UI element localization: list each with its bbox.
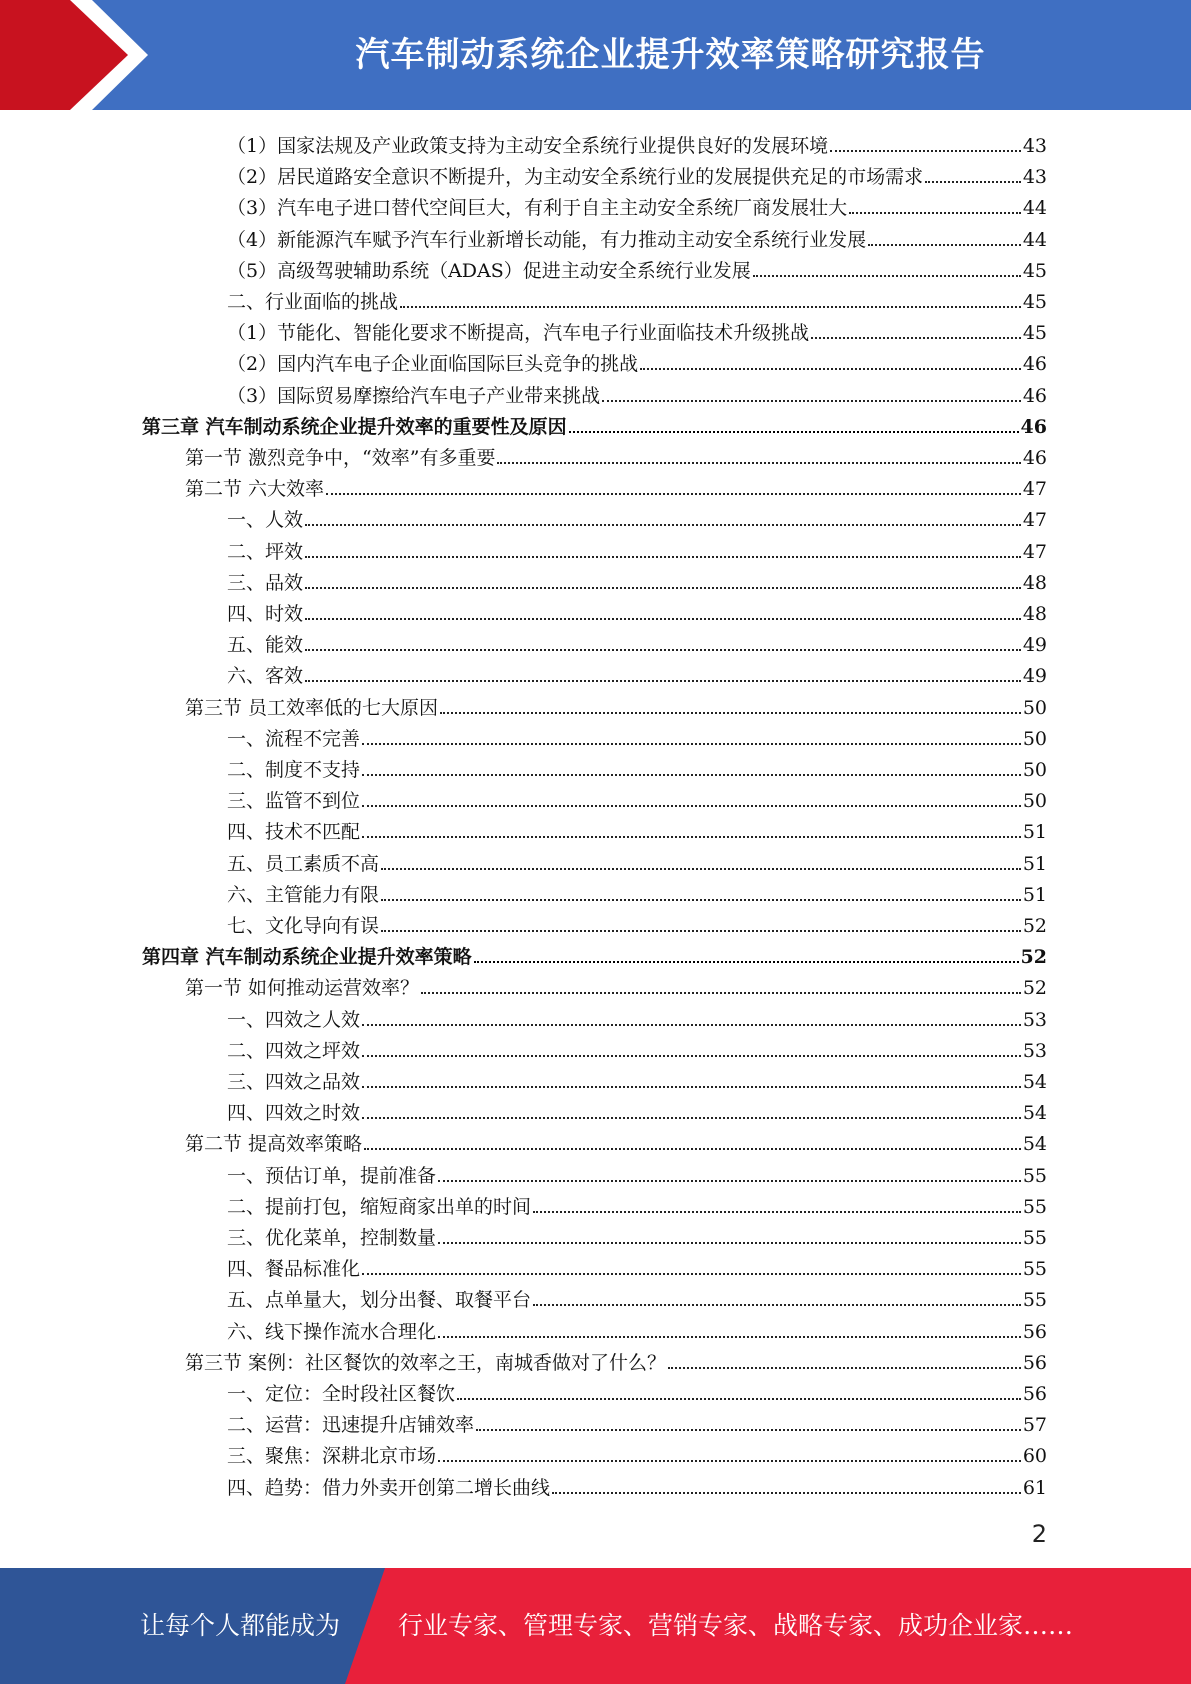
toc-leader-dots	[440, 712, 1021, 714]
toc-item-row[interactable]	[227, 1250, 1047, 1281]
toc-entry-title: 四、趋势：借力外卖开创第二增长曲线	[227, 1476, 551, 1499]
page-footer	[0, 1568, 1191, 1684]
toc-item-row[interactable]	[227, 345, 1047, 376]
toc-entry-title: 五、能效	[227, 634, 304, 657]
toc-entry-page: 54	[1022, 1133, 1047, 1156]
toc-leader-dots	[326, 493, 1021, 495]
toc-item-row[interactable]	[227, 252, 1047, 283]
toc-entry-title: 五、点单量大，划分出餐、取餐平台	[227, 1289, 532, 1312]
toc-leader-dots	[381, 899, 1021, 901]
toc-item-row[interactable]	[227, 564, 1047, 595]
toc-entry-page: 50	[1022, 759, 1047, 781]
toc-entry-page: 56	[1022, 1351, 1047, 1374]
toc-leader-dots	[533, 1304, 1021, 1306]
toc-entry-title: 第三章 汽车制动系统企业提升效率的重要性及原因	[142, 415, 567, 438]
toc-item-row[interactable]	[227, 907, 1047, 938]
toc-section-row[interactable]	[185, 689, 1047, 720]
toc-leader-dots	[438, 1180, 1021, 1182]
toc-leader-dots	[438, 1242, 1021, 1244]
toc-leader-dots	[362, 1273, 1021, 1275]
toc-entry-page: 52	[1022, 977, 1047, 1000]
toc-item-row[interactable]	[227, 1437, 1047, 1468]
toc-item-row[interactable]	[227, 1063, 1047, 1094]
toc-entry-page: 45	[1022, 322, 1047, 345]
toc-entry-title: 第二节 提高效率策略	[185, 1133, 363, 1156]
toc-entry-title: 三、四效之品效	[227, 1071, 361, 1093]
toc-entry-title: （5）高级驾驶辅助系统（ADAS）促进主动安全系统行业发展	[227, 259, 751, 282]
toc-entry-page: 44	[1022, 197, 1047, 220]
toc-leader-dots	[381, 868, 1021, 870]
toc-item-row[interactable]	[227, 1281, 1047, 1312]
toc-leader-dots	[362, 743, 1021, 745]
toc-entry-title: 第四章 汽车制动系统企业提升效率策略	[142, 946, 472, 969]
toc-entry-page: 50	[1022, 696, 1047, 719]
toc-leader-dots	[811, 337, 1021, 339]
toc-item-row[interactable]	[227, 501, 1047, 532]
toc-item-row[interactable]	[227, 626, 1047, 657]
toc-entry-title: 二、行业面临的挑战	[227, 291, 399, 313]
toc-leader-dots	[305, 524, 1021, 526]
toc-leader-dots	[868, 244, 1021, 246]
toc-entry-page: 55	[1022, 1164, 1047, 1187]
toc-leader-dots	[362, 774, 1021, 776]
toc-entry-page: 47	[1022, 509, 1047, 532]
toc-item-row[interactable]	[227, 1032, 1047, 1063]
toc-leader-dots	[305, 556, 1021, 558]
toc-entry-title: （1）国家法规及产业政策支持为主动安全系统行业提供良好的发展环境	[227, 135, 829, 157]
footer-slogan-lead: 让每个人都能成为	[140, 1611, 341, 1640]
toc-entry-page: 50	[1022, 727, 1047, 750]
toc-item-row[interactable]	[227, 158, 1047, 189]
toc-leader-dots	[849, 212, 1021, 214]
toc-entry-title: 三、品效	[227, 571, 304, 594]
toc-entry-page: 56	[1022, 1383, 1047, 1405]
toc-entry-title: 四、餐品标准化	[227, 1258, 361, 1281]
page-number: 2	[1031, 1520, 1047, 1548]
toc-item-row[interactable]	[227, 1001, 1047, 1032]
toc-entry-title: 二、运营：迅速提升店铺效率	[227, 1414, 475, 1437]
toc-entry-title: 二、坪效	[227, 540, 304, 563]
toc-leader-dots	[552, 1492, 1021, 1494]
toc-leader-dots	[364, 1148, 1021, 1150]
toc-item-row[interactable]	[227, 1188, 1047, 1219]
toc-section-row[interactable]	[185, 439, 1047, 470]
toc-leader-dots	[533, 1211, 1021, 1213]
toc-item-row[interactable]	[227, 720, 1047, 751]
toc-entry-title: 一、预估订单，提前准备	[227, 1164, 437, 1187]
toc-entry-title: （3）国际贸易摩擦给汽车电子产业带来挑战	[227, 384, 601, 407]
toc-item-row[interactable]	[227, 314, 1047, 345]
toc-leader-dots	[362, 1086, 1021, 1088]
toc-entry-page: 55	[1022, 1289, 1047, 1312]
page-header	[0, 0, 1191, 110]
toc-leader-dots	[753, 275, 1021, 277]
toc-entry-page: 53	[1022, 1008, 1047, 1031]
toc-entry-page: 45	[1022, 259, 1047, 282]
toc-entry-page: 49	[1022, 665, 1047, 688]
toc-entry-title: 二、制度不支持	[227, 759, 361, 781]
toc-entry-page: 51	[1022, 821, 1047, 844]
toc-item-row[interactable]	[227, 127, 1047, 158]
toc-entry-page: 46	[1022, 353, 1047, 376]
toc-leader-dots	[476, 1429, 1021, 1431]
toc-entry-page: 46	[1020, 415, 1047, 438]
toc-entry-title: （2）居民道路安全意识不断提升，为主动安全系统行业的发展提供充足的市场需求	[227, 166, 924, 189]
toc-leader-dots	[925, 181, 1021, 183]
toc-entry-page: 54	[1022, 1071, 1047, 1093]
toc-item-row[interactable]	[227, 1375, 1047, 1406]
toc-leader-dots	[421, 992, 1021, 994]
toc-leader-dots	[457, 1398, 1021, 1400]
toc-leader-dots	[362, 1117, 1021, 1119]
toc-leader-dots	[305, 587, 1021, 589]
toc-entry-title: （1）节能化、智能化要求不断提高，汽车电子行业面临技术升级挑战	[227, 322, 810, 345]
toc-entry-page: 46	[1022, 447, 1047, 469]
toc-entry-title: 第一节 激烈竞争中，“效率”有多重要	[185, 447, 496, 469]
toc-item-row[interactable]	[227, 1157, 1047, 1188]
footer-slogan-roles: 行业专家、管理专家、营销专家、战略专家、成功企业家……	[398, 1611, 1074, 1640]
toc-entry-title: 第三节 案例：社区餐饮的效率之王，南城香做对了什么？	[185, 1351, 667, 1374]
toc-item-row[interactable]	[227, 782, 1047, 813]
toc-item-row[interactable]	[227, 221, 1047, 252]
toc-section-row[interactable]	[185, 1125, 1047, 1156]
toc-item-row[interactable]	[227, 595, 1047, 626]
toc-entry-page: 43	[1022, 135, 1047, 157]
toc-entry-title: 六、客效	[227, 665, 304, 688]
toc-leader-dots	[362, 836, 1021, 838]
toc-item-row[interactable]	[227, 657, 1047, 688]
toc-item-row[interactable]	[227, 1094, 1047, 1125]
toc-leader-dots	[497, 462, 1020, 464]
toc-item-row[interactable]	[227, 377, 1047, 408]
toc-item-row[interactable]	[227, 813, 1047, 844]
toc-chapter-row[interactable]	[142, 938, 1047, 969]
toc-entry-page: 56	[1022, 1320, 1047, 1343]
toc-entry-page: 45	[1022, 291, 1047, 313]
toc-entry-page: 54	[1022, 1102, 1047, 1125]
toc-entry-page: 50	[1022, 790, 1047, 813]
toc-item-row[interactable]	[227, 751, 1047, 782]
toc-entry-page: 57	[1022, 1414, 1047, 1437]
toc-entry-page: 55	[1022, 1258, 1047, 1281]
toc-leader-dots	[640, 368, 1021, 370]
toc-item-row[interactable]	[227, 1219, 1047, 1250]
toc-entry-page: 51	[1022, 852, 1047, 875]
toc-entry-title: 四、时效	[227, 603, 304, 625]
toc-entry-title: 四、技术不匹配	[227, 821, 361, 844]
toc-entry-title: 七、文化导向有误	[227, 915, 380, 937]
toc-leader-dots	[381, 930, 1021, 932]
toc-entry-page: 55	[1022, 1227, 1047, 1249]
toc-leader-dots	[362, 1024, 1021, 1026]
toc-entry-title: 五、员工素质不高	[227, 852, 380, 875]
toc-entry-page: 52	[1020, 946, 1047, 969]
toc-item-row[interactable]	[227, 283, 1047, 314]
toc-section-row[interactable]	[185, 1344, 1047, 1375]
toc-entry-page: 52	[1022, 915, 1047, 937]
toc-entry-page: 47	[1022, 540, 1047, 563]
toc-section-row[interactable]	[185, 470, 1047, 501]
toc-entry-title: （4）新能源汽车赋予汽车行业新增长动能，有力推动主动安全系统行业发展	[227, 228, 867, 251]
toc-entry-title: 第二节 六大效率	[185, 478, 325, 501]
toc-entry-title: 三、聚焦：深耕北京市场	[227, 1445, 437, 1468]
toc-leader-dots	[305, 680, 1021, 682]
toc-item-row[interactable]	[227, 1469, 1047, 1500]
toc-entry-page: 43	[1022, 166, 1047, 189]
toc-section-row[interactable]	[185, 969, 1047, 1000]
toc-entry-title: 一、四效之人效	[227, 1008, 361, 1031]
toc-leader-dots	[400, 306, 1021, 308]
toc-entry-page: 46	[1022, 384, 1047, 407]
toc-leader-dots	[305, 618, 1021, 620]
toc-leader-dots	[602, 400, 1021, 402]
toc-entry-page: 60	[1022, 1445, 1047, 1468]
toc-item-row[interactable]	[227, 1313, 1047, 1344]
toc-entry-page: 48	[1022, 571, 1047, 594]
toc-entry-page: 48	[1022, 603, 1047, 625]
toc-entry-title: 二、四效之坪效	[227, 1039, 361, 1062]
toc-item-row[interactable]	[227, 533, 1047, 564]
toc-leader-dots	[438, 1336, 1021, 1338]
toc-entry-page: 61	[1022, 1476, 1047, 1499]
toc-entry-title: 四、四效之时效	[227, 1102, 361, 1125]
toc-entry-title: 六、主管能力有限	[227, 883, 380, 906]
toc-leader-dots	[305, 649, 1021, 651]
toc-entry-page: 47	[1022, 478, 1047, 501]
toc-entry-title: 二、提前打包，缩短商家出单的时间	[227, 1195, 532, 1218]
toc-entry-title: 一、流程不完善	[227, 727, 361, 750]
toc-entry-title: （3）汽车电子进口替代空间巨大，有利于自主主动安全系统厂商发展壮大	[227, 197, 848, 220]
toc-entry-title: 六、线下操作流水合理化	[227, 1320, 437, 1343]
header-chevron-graphic	[0, 0, 160, 110]
toc-leader-dots	[362, 805, 1021, 807]
toc-leader-dots	[668, 1367, 1021, 1369]
toc-entry-title: 一、定位：全时段社区餐饮	[227, 1383, 456, 1405]
toc-entry-page: 49	[1022, 634, 1047, 657]
toc-entry-title: 一、人效	[227, 509, 304, 532]
toc-entry-title: （2）国内汽车电子企业面临国际巨头竞争的挑战	[227, 353, 639, 376]
toc-leader-dots	[830, 150, 1021, 152]
toc-entry-page: 44	[1022, 228, 1047, 251]
toc-entry-title: 第一节 如何推动运营效率？	[185, 977, 420, 1000]
toc-item-row[interactable]	[227, 876, 1047, 907]
toc-entry-page: 53	[1022, 1039, 1047, 1062]
toc-entry-title: 三、优化菜单，控制数量	[227, 1227, 437, 1249]
toc-entry-page: 55	[1022, 1195, 1047, 1218]
toc-leader-dots	[474, 961, 1019, 963]
toc-item-row[interactable]	[227, 845, 1047, 876]
toc-item-row[interactable]	[227, 189, 1047, 220]
report-title: 汽车制动系统企业提升效率策略研究报告	[355, 35, 986, 75]
toc-leader-dots	[438, 1460, 1021, 1462]
toc-entry-title: 第三节 员工效率低的七大原因	[185, 696, 439, 719]
toc-leader-dots	[362, 1055, 1021, 1057]
toc-item-row[interactable]	[227, 1406, 1047, 1437]
toc-entry-page: 51	[1022, 883, 1047, 906]
toc-leader-dots	[569, 431, 1019, 433]
toc-chapter-row[interactable]	[142, 408, 1047, 439]
toc-entry-title: 三、监管不到位	[227, 790, 361, 813]
